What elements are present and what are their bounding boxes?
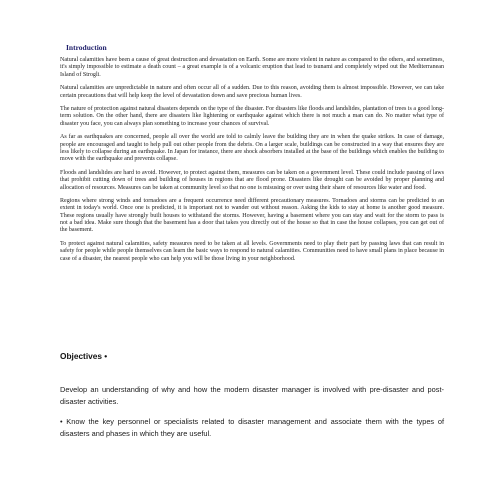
- introduction-heading: Introduction: [66, 43, 107, 52]
- introduction-paragraph: Floods and landslides are hard to avoid. However, to protect against them, measures can be taken on a government level. These could include passing of laws that prohibit cutting down of trees and building of houses in regions that are flood prone. Disasters like drought can be avoided by proper planning and allocation of resources. Measures can be taken at community level so that no one is misusing or over using their share of resources like water and food.: [60, 169, 444, 191]
- introduction-paragraph: Natural calamities are unpredictable in nature and often occur all of a sudden. Due to this reason, avoiding them is almost impossible. However, we can take certain precautions that will help keep the level of devastation down and save precious human lives.: [60, 85, 444, 99]
- introduction-paragraph: The nature of protection against natural disasters depends on the type of the disaster. For disasters like floods and landslides, plantation of trees is a good long-term solution. On the other hand, there are disasters like lightening or earthquake against which there is not much a man can do. No matter what type of disaster you face, you can always plan something to increase your chances of survival.: [60, 106, 444, 127]
- introduction-body: [60, 57, 444, 269]
- introduction-paragraph: Natural calamities have been a cause of great destruction and devastation on Earth. Some are more violent in nature as compared to the others, and sometimes, it's simply impossible to estimate a death count – a great example is of a volcanic eruption that lead to tsunami and completely wiped out the Mediterranean Island of Strogli.: [60, 57, 444, 78]
- objectives-list: [60, 384, 444, 448]
- objectives-heading: Objectives •: [60, 351, 108, 361]
- objective-item: • Know the key personnel or specialists related to disaster management and associate them with the types of disasters and phases in which they are useful.: [60, 417, 444, 438]
- objective-item: Develop an understanding of why and how the modern disaster manager is involved with pre-disaster and post-disaster activities.: [60, 385, 444, 406]
- introduction-paragraph: As far as earthquakes are concerned, people all over the world are told to calmly leave the building they are in when the quake strikes. In case of damage, people are encouraged and taught to help pull out other people from the debris. On a larger scale, buildings can be constructed in a way that ensures they are less likely to collapse during an earthquake. In Japan for instance, there are shock absorbers installed at the base of the buildings which enables the building to move with the earthquake and prevents collapse.: [60, 134, 444, 163]
- introduction-paragraph: To protect against natural calamities, safety measures need to be taken at all levels. Governments need to play their part by passing laws that can result in safety for people while people themselves can learn the basic ways to respond to natural calamities. Communities need to have small plans in place because in case of a disaster, the nearest people who can help you will be those living in your neighborhood.: [60, 241, 444, 262]
- introduction-paragraph: Regions where strong winds and tornadoes are a frequent occurrence need different precautionary measures. Tornadoes and storms can be predicted to an extent in today's world. Once one is predicted, it is important not to wander out without reason. Asking the kids to stay at home is another good measure. These regions usually have strongly built houses to withstand the storms. However, having a basement where you can stay and wait for the storm to pass is not a bad idea. Make sure though that the basement has a door that takes you directly out of the house so that in case the house collapses, you can get out of the basement.: [60, 198, 444, 234]
